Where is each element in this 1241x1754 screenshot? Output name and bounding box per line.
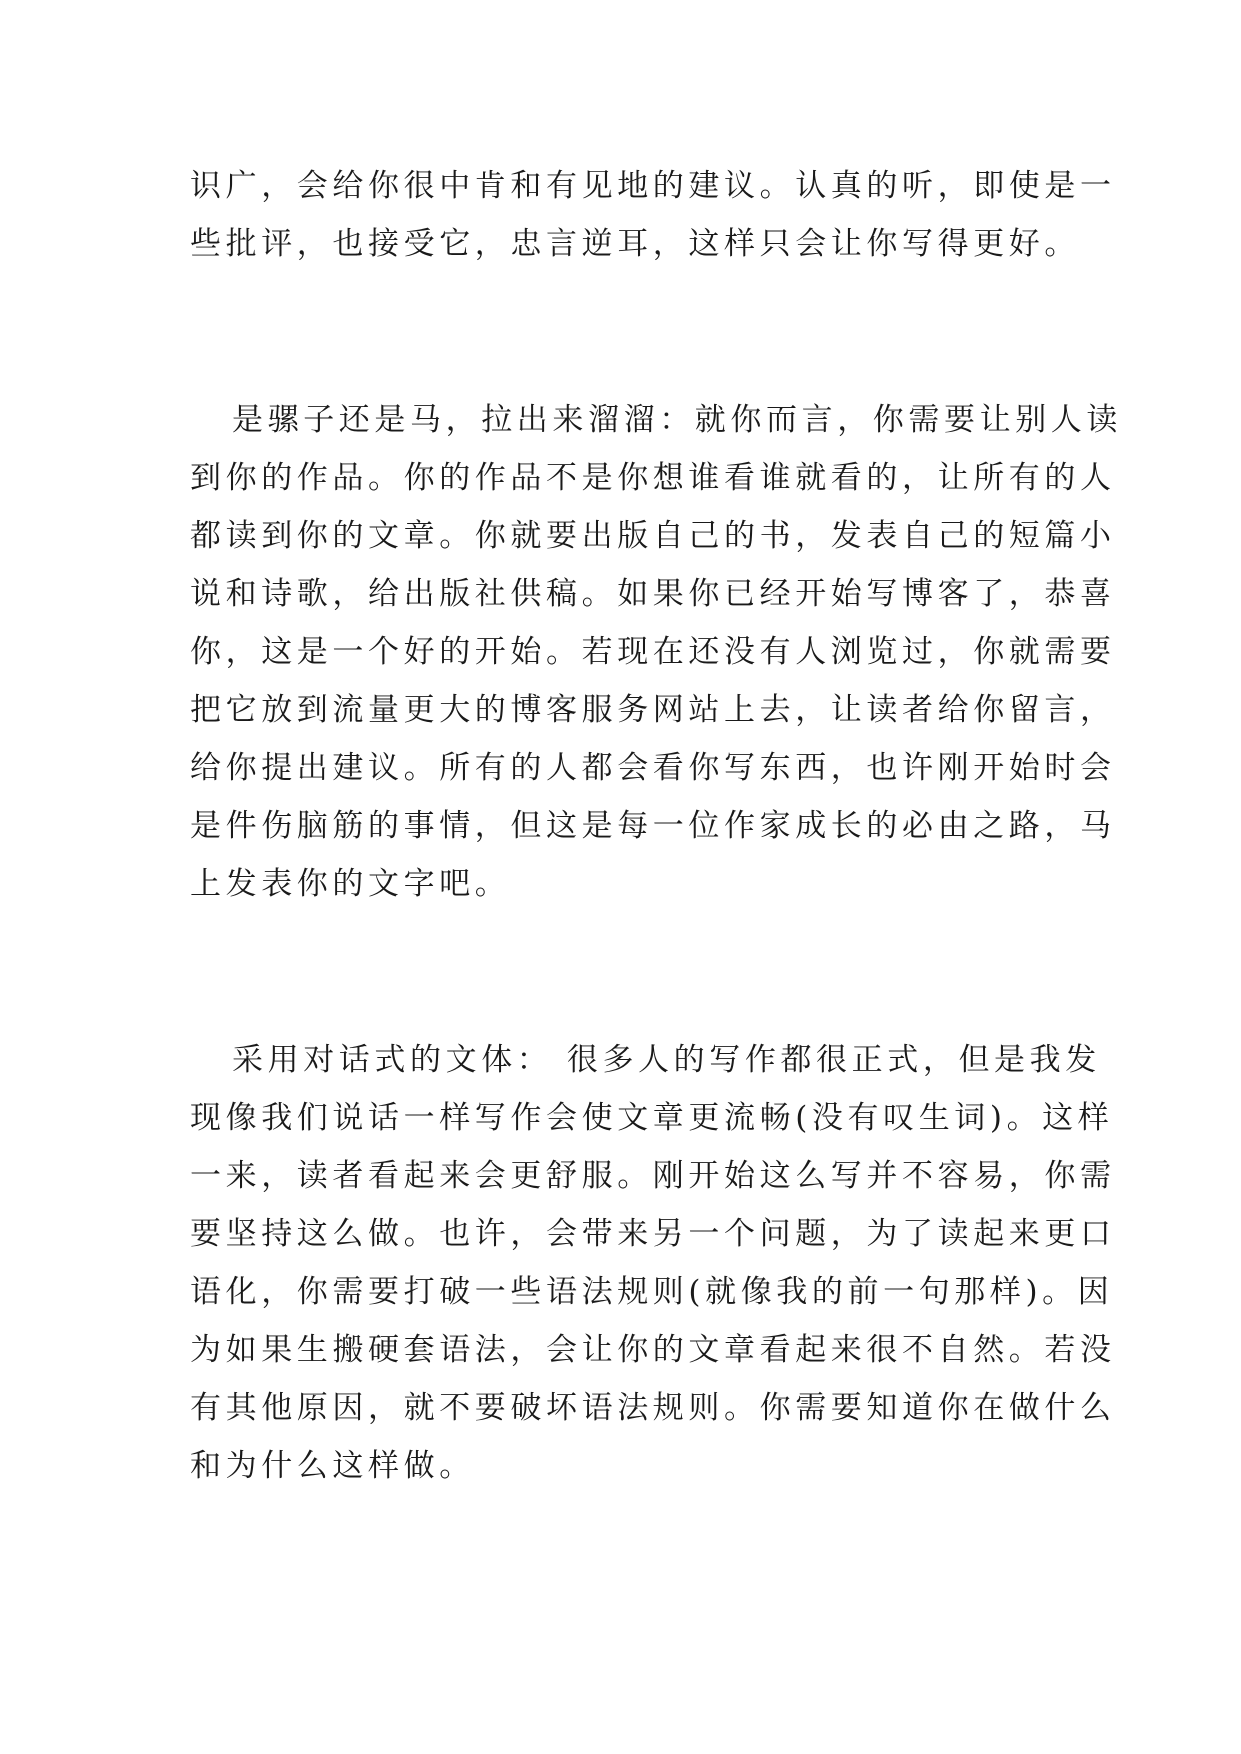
text-line: 是骡子还是马，拉出来溜溜：就你而言，你需要让别人读 [232, 402, 1122, 438]
text-line: 有其他原因，就不要破坏语法规则。你需要知道你在做什么 [190, 1390, 1116, 1426]
text-line: 采用对话式的文体： 很多人的写作都很正式，但是我发 [232, 1042, 1101, 1078]
text-line: 上发表你的文字吧。 [190, 866, 511, 902]
text-line: 和为什么这样做。 [190, 1448, 475, 1484]
text-line: 是件伤脑筋的事情，但这是每一位作家成长的必由之路，马 [190, 808, 1116, 844]
text-line: 为如果生搬硬套语法，会让你的文章看起来很不自然。若没 [190, 1332, 1116, 1368]
text-line: 些批评，也接受它，忠言逆耳，这样只会让你写得更好。 [190, 226, 1080, 262]
text-line: 一来，读者看起来会更舒服。刚开始这么写并不容易，你需 [190, 1158, 1116, 1194]
text-line: 把它放到流量更大的博客服务网站上去，让读者给你留言， [190, 692, 1116, 728]
text-line: 识广，会给你很中肯和有见地的建议。认真的听，即使是一 [190, 168, 1116, 204]
text-line: 语化，你需要打破一些语法规则(就像我的前一句那样)。因 [190, 1274, 1114, 1310]
text-line: 说和诗歌，给出版社供稿。如果你已经开始写博客了，恭喜 [190, 576, 1116, 612]
text-line: 现像我们说话一样写作会使文章更流畅(没有叹生词)。这样 [190, 1100, 1114, 1136]
text-line: 要坚持这么做。也许，会带来另一个问题，为了读起来更口 [190, 1216, 1116, 1252]
text-line: 你，这是一个好的开始。若现在还没有人浏览过，你就需要 [190, 634, 1116, 670]
text-line: 到你的作品。你的作品不是你想谁看谁就看的，让所有的人 [190, 460, 1116, 496]
text-line: 给你提出建议。所有的人都会看你写东西，也许刚开始时会 [190, 750, 1116, 786]
text-line: 都读到你的文章。你就要出版自己的书，发表自己的短篇小 [190, 518, 1116, 554]
